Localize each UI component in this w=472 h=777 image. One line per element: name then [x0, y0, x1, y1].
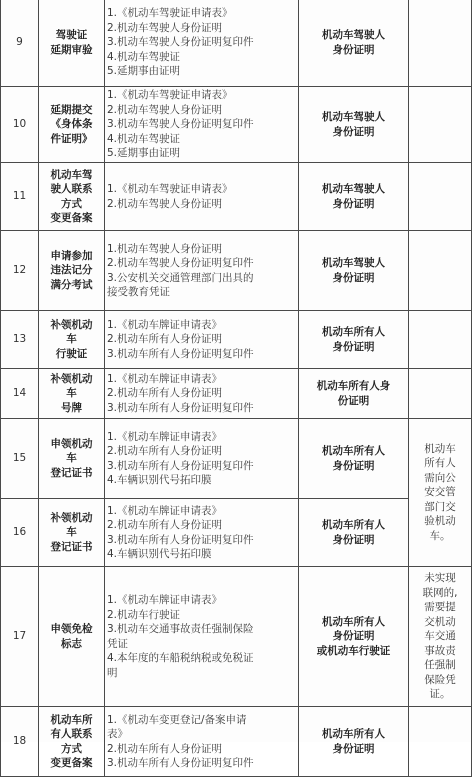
identity-line: 身份证明 — [332, 340, 375, 353]
note-line: 未实现 — [424, 572, 456, 585]
identity-line: 身份证明 — [332, 197, 375, 210]
material-line: 5.延期事由证明 — [107, 147, 181, 160]
identity-line: 身份证明 — [332, 533, 375, 546]
note-line: 车。 — [429, 529, 451, 542]
identity-line: 机动车驾驶人 — [322, 29, 385, 41]
service-item-line: 补领机动 — [50, 318, 93, 331]
identity-line: 机动车驾驶人 — [322, 257, 385, 269]
material-line: 2.机动车所有人身份证明 — [107, 333, 223, 346]
service-item-line: 登记证书 — [50, 540, 93, 553]
service-item-line: 有人联系 — [50, 728, 93, 740]
material-line: 2.机动车所有人身份证明 — [107, 519, 223, 531]
identity-document — [299, 311, 409, 369]
note-line: 机动车 — [424, 442, 456, 455]
identity-line: 身份证明 — [332, 742, 375, 755]
material-line: 2.机动车驾驶人身份证明复印件 — [107, 257, 254, 269]
identity-line: 或机动车行驶证 — [316, 644, 391, 657]
required-materials — [105, 707, 299, 777]
service-item-name — [39, 419, 105, 499]
material-line: 1.《机动车驾驶证申请表》 — [107, 89, 233, 102]
note-line: 所有人 — [424, 457, 456, 470]
identity-document — [299, 369, 409, 419]
service-item-line: 变更备案 — [50, 212, 93, 224]
material-line: 1.《机动车牌证申请表》 — [107, 594, 223, 606]
material-line: 1.《机动车牌证申请表》 — [107, 504, 223, 517]
material-line: 3.机动车所有人身份证明复印件 — [107, 533, 254, 546]
identity-line: 机动车驾驶人 — [322, 111, 385, 123]
note-line: 事故责 — [424, 644, 456, 657]
service-item-name — [39, 707, 105, 777]
row-number: 14 — [1, 369, 39, 419]
material-line: 接受教育凭证 — [107, 286, 170, 298]
service-item-line: 车 — [66, 526, 77, 539]
service-item-line: 件证明》 — [50, 132, 93, 145]
identity-line: 机动车所有人 — [322, 326, 385, 338]
service-item-line: 机动车驾 — [50, 168, 93, 181]
material-line: 2.机动车驾驶人身份证明 — [107, 21, 223, 34]
material-line: 4.机动车驾驶证 — [107, 50, 181, 63]
note-line: 任强制 — [424, 659, 456, 672]
row-number: 13 — [1, 311, 39, 369]
required-materials — [105, 87, 299, 163]
service-item-line: 机动车所 — [50, 713, 93, 726]
material-line: 4.本年度的车船税纳税或免税证 — [107, 652, 254, 664]
material-line: 3.机动车所有人身份证明复印件 — [107, 401, 254, 414]
material-line: 2.机动车所有人身份证明 — [107, 742, 223, 755]
identity-line: 机动车所有人 — [322, 728, 385, 740]
service-item-line: 登记证书 — [50, 466, 93, 479]
service-item-line: 方式 — [61, 197, 82, 210]
table-row — [1, 231, 472, 311]
material-line: 1.《机动车驾驶证申请表》 — [107, 183, 233, 195]
identity-document — [299, 707, 409, 777]
material-line: 3.机动车交通事故责任强制保险 — [107, 623, 254, 635]
required-materials — [105, 567, 299, 707]
material-line: 2.机动车驾驶人身份证明 — [107, 197, 223, 210]
note-line: 安交管 — [424, 486, 456, 499]
service-item-line: 车 — [66, 333, 77, 346]
row-number: 11 — [1, 163, 39, 231]
material-line: 1.《机动车牌证申请表》 — [107, 372, 223, 385]
service-item-name — [39, 311, 105, 369]
note-cell-empty — [409, 231, 472, 311]
material-line: 表》 — [107, 728, 128, 740]
note-line: 车交通 — [424, 630, 456, 643]
identity-document — [299, 0, 409, 87]
material-line: 1.《机动车牌证申请表》 — [107, 318, 223, 331]
table-row — [1, 369, 472, 419]
service-item-line: 车 — [66, 452, 77, 465]
material-line: 1.《机动车驾驶证申请表》 — [107, 7, 233, 20]
service-item-name — [39, 567, 105, 707]
material-line: 3.机动车驾驶人身份证明复印件 — [107, 118, 254, 131]
service-item-line: 号牌 — [61, 401, 82, 414]
identity-line: 机动车所有人 — [322, 615, 385, 628]
material-line: 明 — [107, 666, 118, 679]
note-cell-empty — [409, 311, 472, 369]
service-item-line: 延期提交 — [50, 103, 93, 116]
row-number: 10 — [1, 87, 39, 163]
material-line: 3.机动车驾驶人身份证明复印件 — [107, 36, 254, 49]
identity-line: 机动车所有人 — [322, 519, 385, 531]
material-line: 1.《机动车牌证申请表》 — [107, 430, 223, 443]
required-materials — [105, 369, 299, 419]
service-item-name — [39, 163, 105, 231]
service-item-line: 申请参加 — [50, 249, 93, 262]
service-item-line: 满分考试 — [50, 278, 93, 291]
row-number: 16 — [1, 499, 39, 567]
required-materials — [105, 499, 299, 567]
service-item-name — [39, 231, 105, 311]
identity-line: 机动车所有人身 — [316, 380, 391, 392]
identity-document — [299, 87, 409, 163]
material-line: 凭证 — [107, 637, 128, 650]
material-line: 5.延期事由证明 — [107, 65, 181, 78]
material-line: 3.机动车所有人身份证明复印件 — [107, 757, 254, 769]
row-number: 17 — [1, 567, 39, 707]
identity-document — [299, 163, 409, 231]
note-line: 需向公 — [424, 471, 456, 484]
material-line: 1.《机动车变更登记/备案申请 — [107, 713, 247, 726]
material-line: 3.公安机关交通管理部门出具的 — [107, 271, 254, 284]
table-row — [1, 499, 472, 567]
row-number: 9 — [1, 0, 39, 87]
identity-line: 身份证明 — [332, 630, 375, 643]
table-row — [1, 311, 472, 369]
row-number: 12 — [1, 231, 39, 311]
material-line: 2.机动车行驶证 — [107, 608, 181, 621]
table-row — [1, 419, 472, 499]
row-number: 15 — [1, 419, 39, 499]
service-item-line: 驶人联系 — [50, 183, 93, 195]
required-materials — [105, 163, 299, 231]
table-row — [1, 567, 472, 707]
note-line: 证。 — [429, 688, 451, 701]
service-item-line: 申领免检 — [50, 623, 93, 635]
service-item-name — [39, 87, 105, 163]
identity-line: 身份证明 — [332, 43, 375, 56]
identity-line: 身份证明 — [332, 459, 375, 472]
table-row — [1, 707, 472, 777]
material-line: 4.车辆识别代号拓印膜 — [107, 548, 212, 560]
material-line: 4.车辆识别代号拓印膜 — [107, 474, 212, 486]
identity-document — [299, 231, 409, 311]
service-item-line: 车 — [66, 387, 77, 400]
service-item-line: 延期审验 — [50, 43, 93, 56]
note-cell-empty — [409, 163, 472, 231]
note-line: 需要提 — [424, 601, 456, 614]
service-item-line: 违法记分 — [50, 264, 93, 277]
identity-document — [299, 419, 409, 499]
note-cell-registration — [409, 419, 472, 567]
material-line: 2.机动车所有人身份证明 — [107, 445, 223, 457]
material-line: 1.机动车驾驶人身份证明 — [107, 242, 223, 255]
identity-line: 份证明 — [337, 394, 370, 407]
service-item-line: 标志 — [61, 637, 82, 650]
note-line: 部门交 — [424, 500, 456, 513]
material-line: 4.机动车驾驶证 — [107, 132, 181, 145]
service-item-line: 变更备案 — [50, 757, 93, 769]
note-line: 保险凭 — [424, 673, 456, 686]
service-item-line: 《身体条 — [50, 118, 93, 131]
required-materials — [105, 231, 299, 311]
note-cell-empty — [409, 0, 472, 87]
note-cell-empty — [409, 87, 472, 163]
service-item-name — [39, 499, 105, 567]
service-item-line: 方式 — [61, 742, 82, 755]
identity-document — [299, 499, 409, 567]
service-item-line: 驾驶证 — [55, 29, 88, 41]
table-row — [1, 87, 472, 163]
required-materials — [105, 0, 299, 87]
identity-line: 机动车所有人 — [322, 445, 385, 457]
material-line: 2.机动车所有人身份证明 — [107, 387, 223, 400]
table-row — [1, 0, 472, 87]
required-materials — [105, 311, 299, 369]
identity-line: 身份证明 — [332, 125, 375, 138]
service-item-name — [39, 369, 105, 419]
note-line: 交机动 — [424, 615, 456, 628]
note-line: 验机动 — [424, 515, 456, 528]
note-cell-empty — [409, 707, 472, 777]
note-line: 联网的, — [422, 586, 458, 599]
note-cell-insurance — [409, 567, 472, 707]
material-line: 3.机动车所有人身份证明复印件 — [107, 347, 254, 360]
row-number: 18 — [1, 707, 39, 777]
service-item-name — [39, 0, 105, 87]
service-item-line: 申领机动 — [50, 437, 93, 450]
identity-line: 机动车驾驶人 — [322, 183, 385, 195]
table-row — [1, 163, 472, 231]
service-item-line: 补领机动 — [50, 511, 93, 524]
identity-line: 身份证明 — [332, 271, 375, 284]
identity-document — [299, 567, 409, 707]
note-cell-empty — [409, 369, 472, 419]
service-item-line: 行驶证 — [55, 347, 88, 360]
service-item-line: 补领机动 — [50, 372, 93, 385]
material-line: 2.机动车驾驶人身份证明 — [107, 103, 223, 116]
required-materials — [105, 419, 299, 499]
material-line: 3.机动车所有人身份证明复印件 — [107, 459, 254, 472]
